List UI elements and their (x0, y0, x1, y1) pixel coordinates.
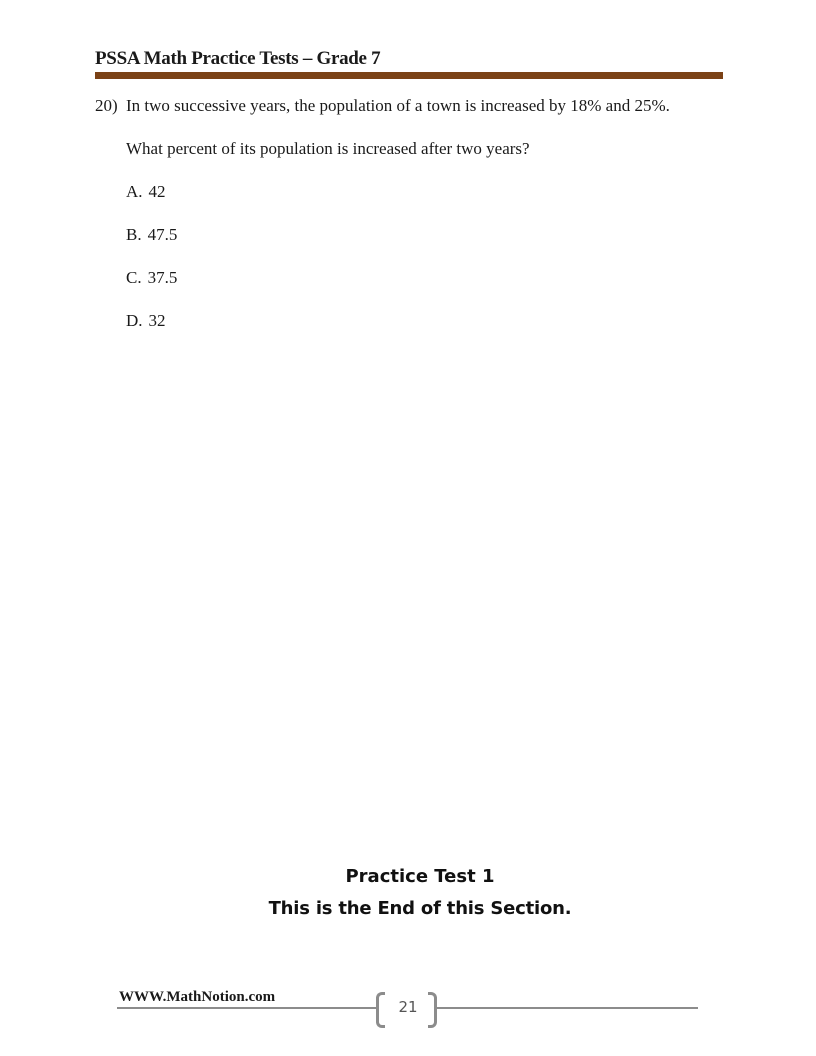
choice-value: 42 (148, 182, 166, 201)
question-number: 20) (95, 96, 118, 115)
page-number-bracket-right (428, 992, 437, 1028)
page-number: 21 (398, 998, 418, 1016)
section-end-title: Practice Test 1 (345, 866, 495, 887)
choice-value: 37.5 (147, 268, 178, 287)
section-end-message: This is the End of this Section. (268, 898, 572, 919)
choice-letter: A. (126, 182, 143, 201)
choice-value: 32 (148, 311, 166, 330)
choice-d[interactable] (126, 311, 166, 331)
question-text-line1: In two successive years, the population of a town is increased by 18% and 25%. (126, 96, 670, 115)
choice-a[interactable] (126, 182, 166, 202)
choice-letter: B. (126, 225, 142, 244)
question-stem (95, 96, 670, 116)
footer-website: WWW.MathNotion.com (119, 989, 276, 1005)
choice-value: 47.5 (147, 225, 178, 244)
footer-rule-right (435, 1007, 698, 1009)
page-number-bracket-left (376, 992, 385, 1028)
choice-letter: C. (126, 268, 142, 287)
page-header-title: PSSA Math Practice Tests – Grade 7 (95, 48, 381, 69)
choice-letter: D. (126, 311, 143, 330)
choice-c[interactable] (126, 268, 177, 288)
header-rule (95, 72, 723, 79)
choice-b[interactable] (126, 225, 177, 245)
footer-rule-left (117, 1007, 379, 1009)
question-text-line2: What percent of its population is increased after two years? (126, 139, 530, 158)
